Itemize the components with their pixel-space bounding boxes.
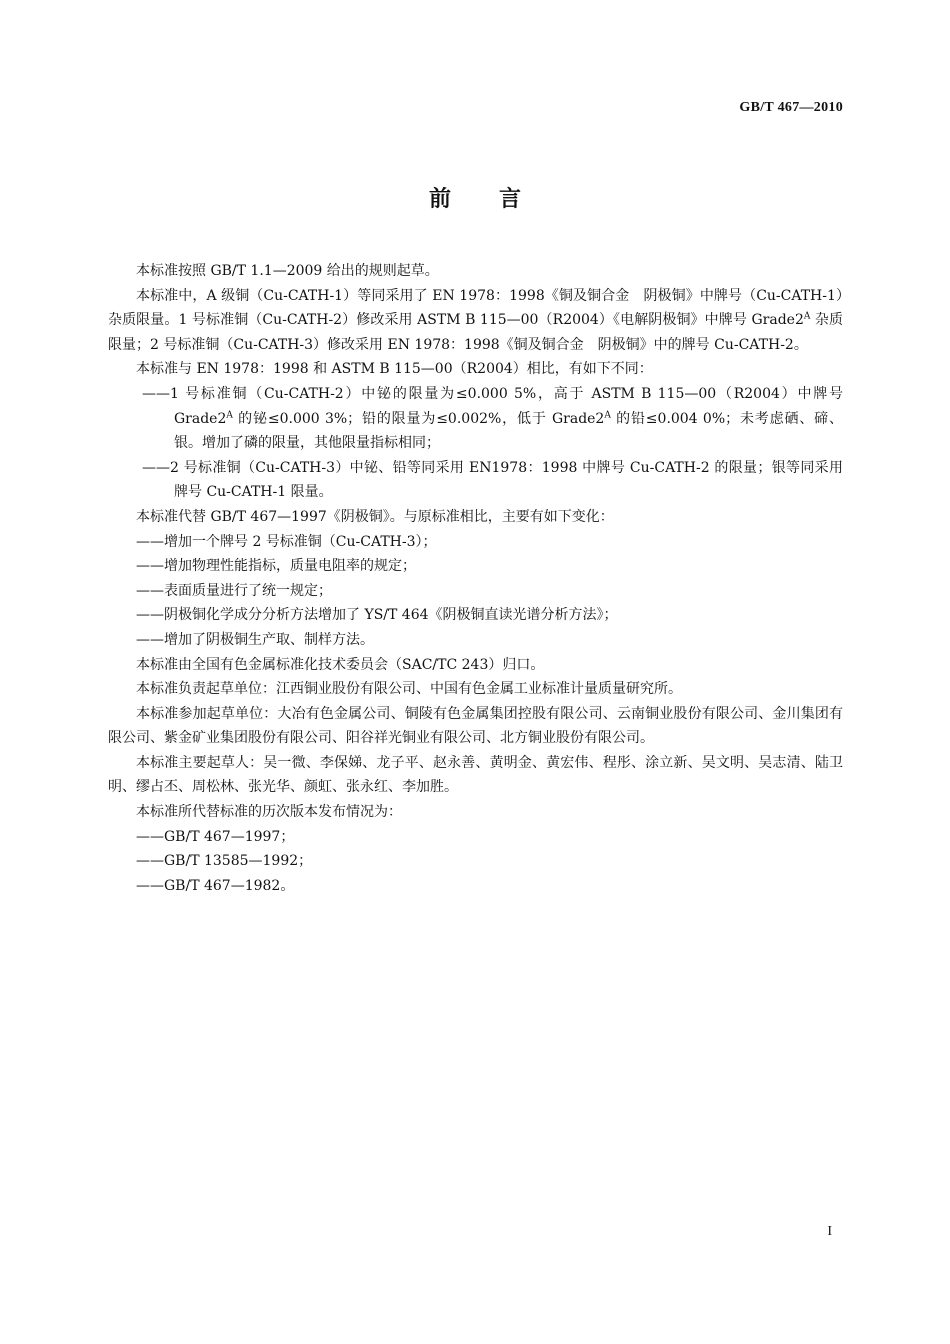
item-text: ——1 号标准铜（Cu-CATH-2）中铋的限量为≤0.000 5%，高于 ASTM B 115—00（R2004）中牌号 Grade2: [142, 385, 843, 427]
history-item: ——GB/T 13585—1992；: [136, 853, 313, 870]
paragraph: 本标准参加起草单位：大冶有色金属公司、铜陵有色金属集团控股有限公司、云南铜业股份有限公司、金川集团有限公司、紫金矿业集团股份有限公司、阳谷祥光铜业有限公司、北方铜业股份有限公司。: [108, 705, 843, 747]
superscript: A: [226, 409, 233, 420]
page-number: I: [827, 1224, 832, 1239]
superscript: A: [604, 409, 611, 420]
item-text: 的铅≤0.004 0%；未考虑硒、碲、银。增加了磷的限量，其他限量指标相同；: [174, 410, 843, 452]
paragraph-text: 杂质限量；2 号标准铜（Cu-CATH-3）修改采用 EN 1978：1998《铜及铜合金 阴极铜》中的牌号 Cu-CATH-2。: [108, 312, 843, 353]
preface-body: [108, 259, 843, 898]
paragraph-text: 本标准中，A 级铜（Cu-CATH-1）等同采用了 EN 1978：1998《铜及铜合金 阴极铜》中牌号（Cu-CATH-1）杂质限量。1 号标准铜（Cu-CATH-2）修改采用 ASTM B 115—00（R2004）《电解阴极铜》中牌号 Grade2: [108, 287, 843, 329]
change-item: ——表面质量进行了统一规定；: [136, 582, 332, 599]
paragraph: 本标准由全国有色金属标准化技术委员会（SAC/TC 243）归口。: [136, 656, 545, 673]
paragraph: 本标准代替 GB/T 467—1997《阴极铜》。与原标准相比，主要有如下变化：: [136, 508, 614, 525]
page-title: 前言: [428, 187, 569, 212]
change-item: ——增加物理性能指标，质量电阻率的规定；: [136, 558, 416, 575]
history-item: ——GB/T 467—1997；: [136, 828, 295, 845]
paragraph: 本标准所代替标准的历次版本发布情况为：: [136, 804, 402, 821]
paragraph: 本标准负责起草单位：江西铜业股份有限公司、中国有色金属工业标准计量质量研究所。: [136, 681, 682, 698]
paragraph: [108, 284, 843, 358]
superscript: A: [803, 311, 811, 322]
change-item: ——增加一个牌号 2 号标准铜（Cu-CATH-3）；: [136, 533, 437, 550]
change-item: ——增加了阴极铜生产取、制样方法。: [136, 631, 374, 648]
paragraph: 本标准与 EN 1978：1998 和 ASTM B 115—00（R2004）相比，有如下不同：: [136, 361, 653, 378]
paragraph: 本标准主要起草人：吴一微、李保娣、龙子平、赵永善、黄明金、黄宏伟、程彤、涂立新、吴文明、吴志清、陆卫明、缪占丕、周松林、张光华、颜虹、张永红、李加胜。: [108, 754, 843, 796]
paragraph: 本标准按照 GB/T 1.1—2009 给出的规则起草。: [136, 263, 439, 279]
history-item: ——GB/T 467—1982。: [136, 877, 295, 894]
standard-code: GB/T 467—2010: [739, 100, 843, 115]
change-item: ——阴极铜化学成分分析方法增加了 YS/T 464《阴极铜直读光谱分析方法》；: [136, 607, 618, 624]
item-text: 的铋≤0.000 3%；铅的限量为≤0.002%，低于 Grade2: [232, 410, 605, 427]
dash-item: ——2 号标准铜（Cu-CATH-3）中铋、铅等同采用 EN1978：1998 中牌号 Cu-CATH-2 的限量；银等同采用牌号 Cu-CATH-1 限量。: [142, 459, 843, 501]
dash-item: [108, 382, 843, 456]
